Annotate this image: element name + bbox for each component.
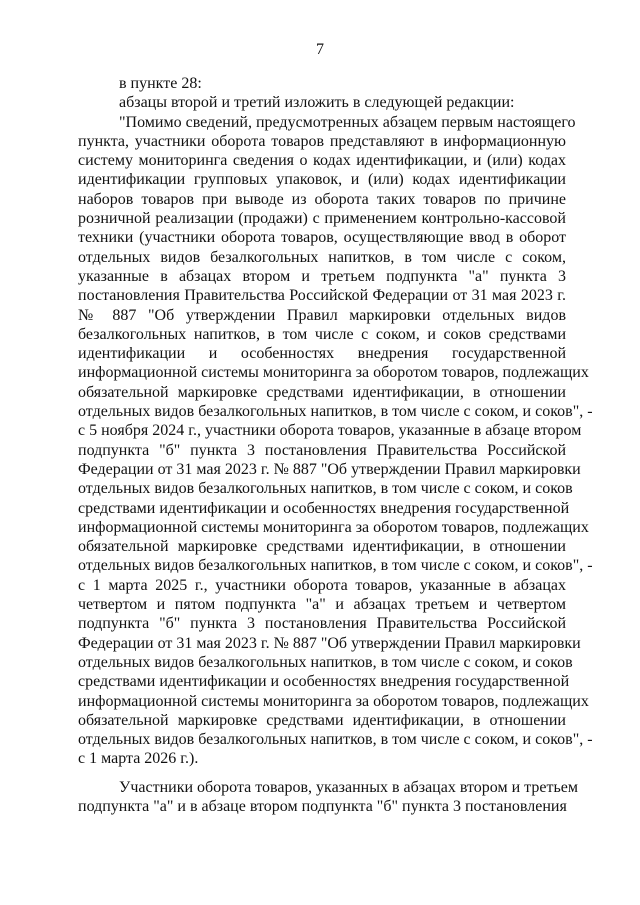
text-line: информационной системы мониторинга за оборотом товаров, подлежащих	[78, 692, 589, 710]
text-line: розничной реализации (продажи) с применением контрольно-кассовой	[78, 210, 566, 228]
text-line: подпункта "б" пункта 3 постановления Правительства Российской	[78, 615, 566, 633]
document-body	[78, 74, 593, 816]
text-line: средствами идентификации и особенностях внедрения государственной	[78, 499, 570, 517]
text-line: отдельных видов безалкогольных напитков, в том числе с соком, и соков", -	[78, 403, 593, 421]
text-line: с 1 марта 2026 г.).	[78, 750, 199, 768]
text-line: отдельных видов безалкогольных напитков, в том числе с соком,	[78, 248, 566, 266]
text-line: обязательной маркировке средствами идентификации, в отношении	[78, 711, 566, 729]
text-line: безалкогольных напитков, в том числе с соком, и соков средствами	[78, 325, 566, 343]
text-line: подпункта "б" пункта 3 постановления Правительства Российской	[78, 441, 566, 459]
text-line: № 887 "Об утверждении Правил маркировки отдельных видов	[78, 306, 566, 324]
text-line: обязательной маркировке средствами идентификации, в отношении	[78, 538, 566, 556]
text-line: систему мониторинга сведения о кодах идентификации, и (или) кодах	[78, 152, 566, 170]
text-line: идентификации групповых упаковок, и (или) кодах идентификации	[78, 171, 566, 189]
text-line: наборов товаров при выводе из оборота таких товаров по причине	[78, 190, 566, 208]
text-line: с 1 марта 2025 г., участники оборота товаров, указанные в абзацах	[78, 576, 566, 594]
text-line: отдельных видов безалкогольных напитков, в том числе с соком, и соков", -	[78, 557, 593, 575]
text-line: указанные в абзацах втором и третьем подпункта "а" пункта 3	[78, 267, 566, 285]
text-line: отдельных видов безалкогольных напитков, в том числе с соком, и соков	[78, 480, 573, 498]
text-line: пункта, участники оборота товаров представляют в информационную	[78, 132, 566, 150]
text-line: подпункта "а" и в абзаце втором подпункта "б" пункта 3 постановления	[78, 797, 567, 815]
text-line: отдельных видов безалкогольных напитков, в том числе с соком, и соков", -	[78, 731, 593, 749]
text-line: отдельных видов безалкогольных напитков, в том числе с соком, и соков	[78, 653, 573, 671]
text-line: средствами идентификации и особенностях внедрения государственной	[78, 673, 570, 691]
text-line: постановления Правительства Российской Федерации от 31 мая 2023 г.	[78, 287, 566, 305]
page-number: 7	[316, 41, 324, 58]
text-line: идентификации и особенностях внедрения государственной	[78, 345, 566, 363]
text-line: "Помимо сведений, предусмотренных абзацем первым настоящего	[119, 113, 576, 131]
text-line: с 5 ноября 2024 г., участники оборота товаров, указанные в абзаце втором	[78, 422, 582, 440]
text-line: четвертом и пятом подпункта "а" и абзацах третьем и четвертом	[78, 596, 566, 614]
text-line: Федерации от 31 мая 2023 г. № 887 "Об утверждении Правил маркировки	[78, 460, 581, 478]
text-line: Участники оборота товаров, указанных в абзацах втором и третьем	[119, 778, 578, 796]
text-line: абзацы второй и третий изложить в следующей редакции:	[119, 94, 515, 112]
text-line: информационной системы мониторинга за оборотом товаров, подлежащих	[78, 518, 589, 536]
text-line: техники (участники оборота товаров, осуществляющие ввод в оборот	[78, 229, 566, 247]
text-line: информационной системы мониторинга за оборотом товаров, подлежащих	[78, 364, 589, 382]
text-line: в пункте 28:	[119, 75, 202, 92]
text-line: Федерации от 31 мая 2023 г. № 887 "Об утверждении Правил маркировки	[78, 634, 581, 652]
text-line: обязательной маркировке средствами идентификации, в отношении	[78, 383, 566, 401]
